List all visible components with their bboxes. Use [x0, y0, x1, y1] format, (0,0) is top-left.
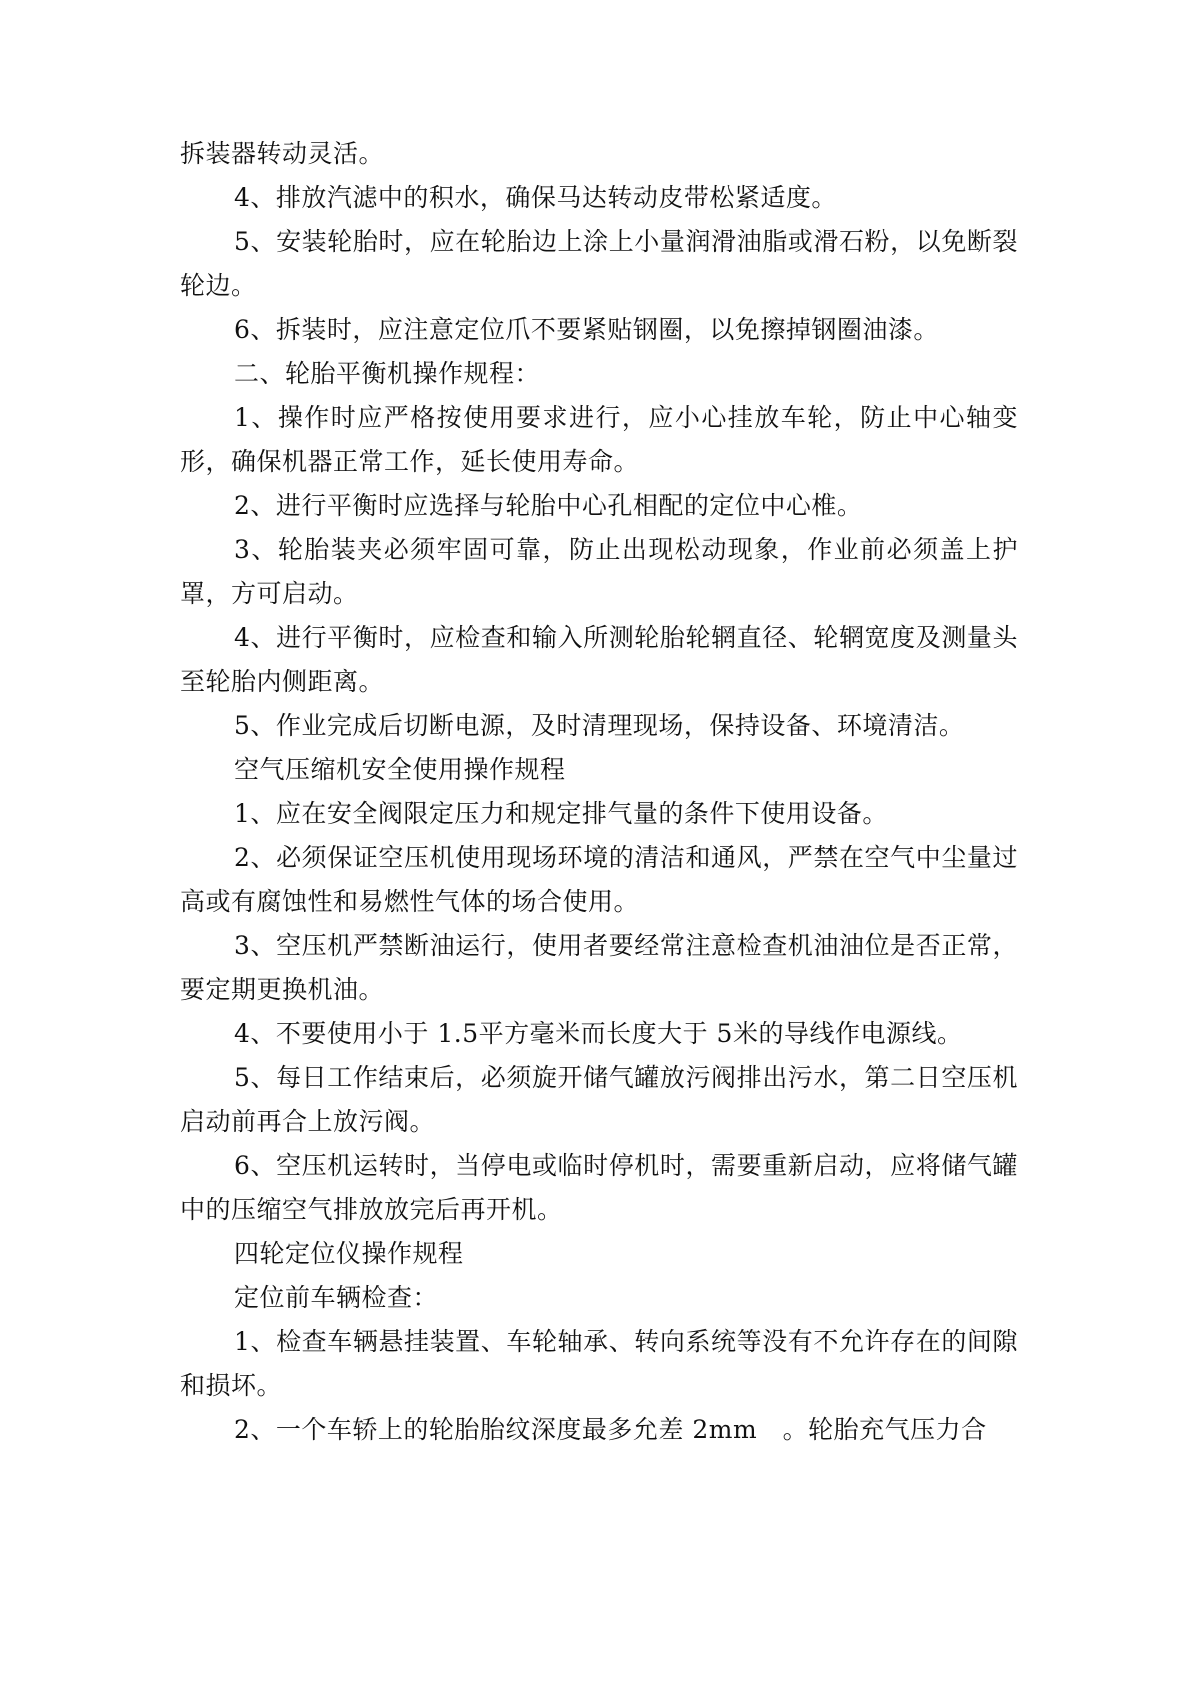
section-heading: 空气压缩机安全使用操作规程	[234, 755, 566, 784]
paragraph: 2、进行平衡时应选择与轮胎中心孔相配的定位中心椎。	[234, 491, 863, 520]
paragraph: 1、检查车辆悬挂装置、车轮轴承、转向系统等没有不允许存在的间隙和损坏。	[180, 1327, 1018, 1400]
document-body	[180, 132, 1018, 1452]
paragraph: 4、排放汽滤中的积水，确保马达转动皮带松紧适度。	[234, 183, 837, 212]
paragraph: 6、拆装时，应注意定位爪不要紧贴钢圈，以免擦掉钢圈油漆。	[234, 315, 939, 344]
paragraph: 3、空压机严禁断油运行，使用者要经常注意检查机油油位是否正常，要定期更换机油。	[180, 931, 1018, 1004]
paragraph: 5、安装轮胎时，应在轮胎边上涂上小量润滑油脂或滑石粉，以免断裂轮边。	[180, 227, 1018, 300]
section-heading: 二、轮胎平衡机操作规程：	[234, 359, 541, 388]
paragraph: 2、必须保证空压机使用现场环境的清洁和通风，严禁在空气中尘量过高或有腐蚀性和易燃性气体的场合使用。	[180, 843, 1018, 916]
section-heading: 四轮定位仪操作规程	[234, 1239, 464, 1268]
paragraph: 2、一个车轿上的轮胎胎纹深度最多允差 2mm 。轮胎充气压力合	[234, 1415, 987, 1444]
paragraph: 5、每日工作结束后，必须旋开储气罐放污阀排出污水，第二日空压机启动前再合上放污阀。	[180, 1063, 1018, 1136]
paragraph: 1、应在安全阀限定压力和规定排气量的条件下使用设备。	[234, 799, 888, 828]
paragraph: 4、不要使用小于 1.5平方毫米而长度大于 5米的导线作电源线。	[234, 1019, 963, 1048]
subsection-heading: 定位前车辆检查：	[234, 1283, 439, 1312]
paragraph: 1、操作时应严格按使用要求进行，应小心挂放车轮，防止中心轴变形，确保机器正常工作，延长使用寿命。	[180, 403, 1018, 476]
paragraph: 3、轮胎装夹必须牢固可靠，防止出现松动现象，作业前必须盖上护罩，方可启动。	[180, 535, 1018, 608]
paragraph: 4、进行平衡时，应检查和输入所测轮胎轮辋直径、轮辋宽度及测量头至轮胎内侧距离。	[180, 623, 1018, 696]
paragraph: 6、空压机运转时，当停电或临时停机时，需要重新启动，应将储气罐中的压缩空气排放放完后再开机。	[180, 1151, 1018, 1224]
paragraph: 5、作业完成后切断电源，及时清理现场，保持设备、环境清洁。	[234, 711, 965, 740]
paragraph: 拆装器转动灵活。	[180, 139, 385, 168]
